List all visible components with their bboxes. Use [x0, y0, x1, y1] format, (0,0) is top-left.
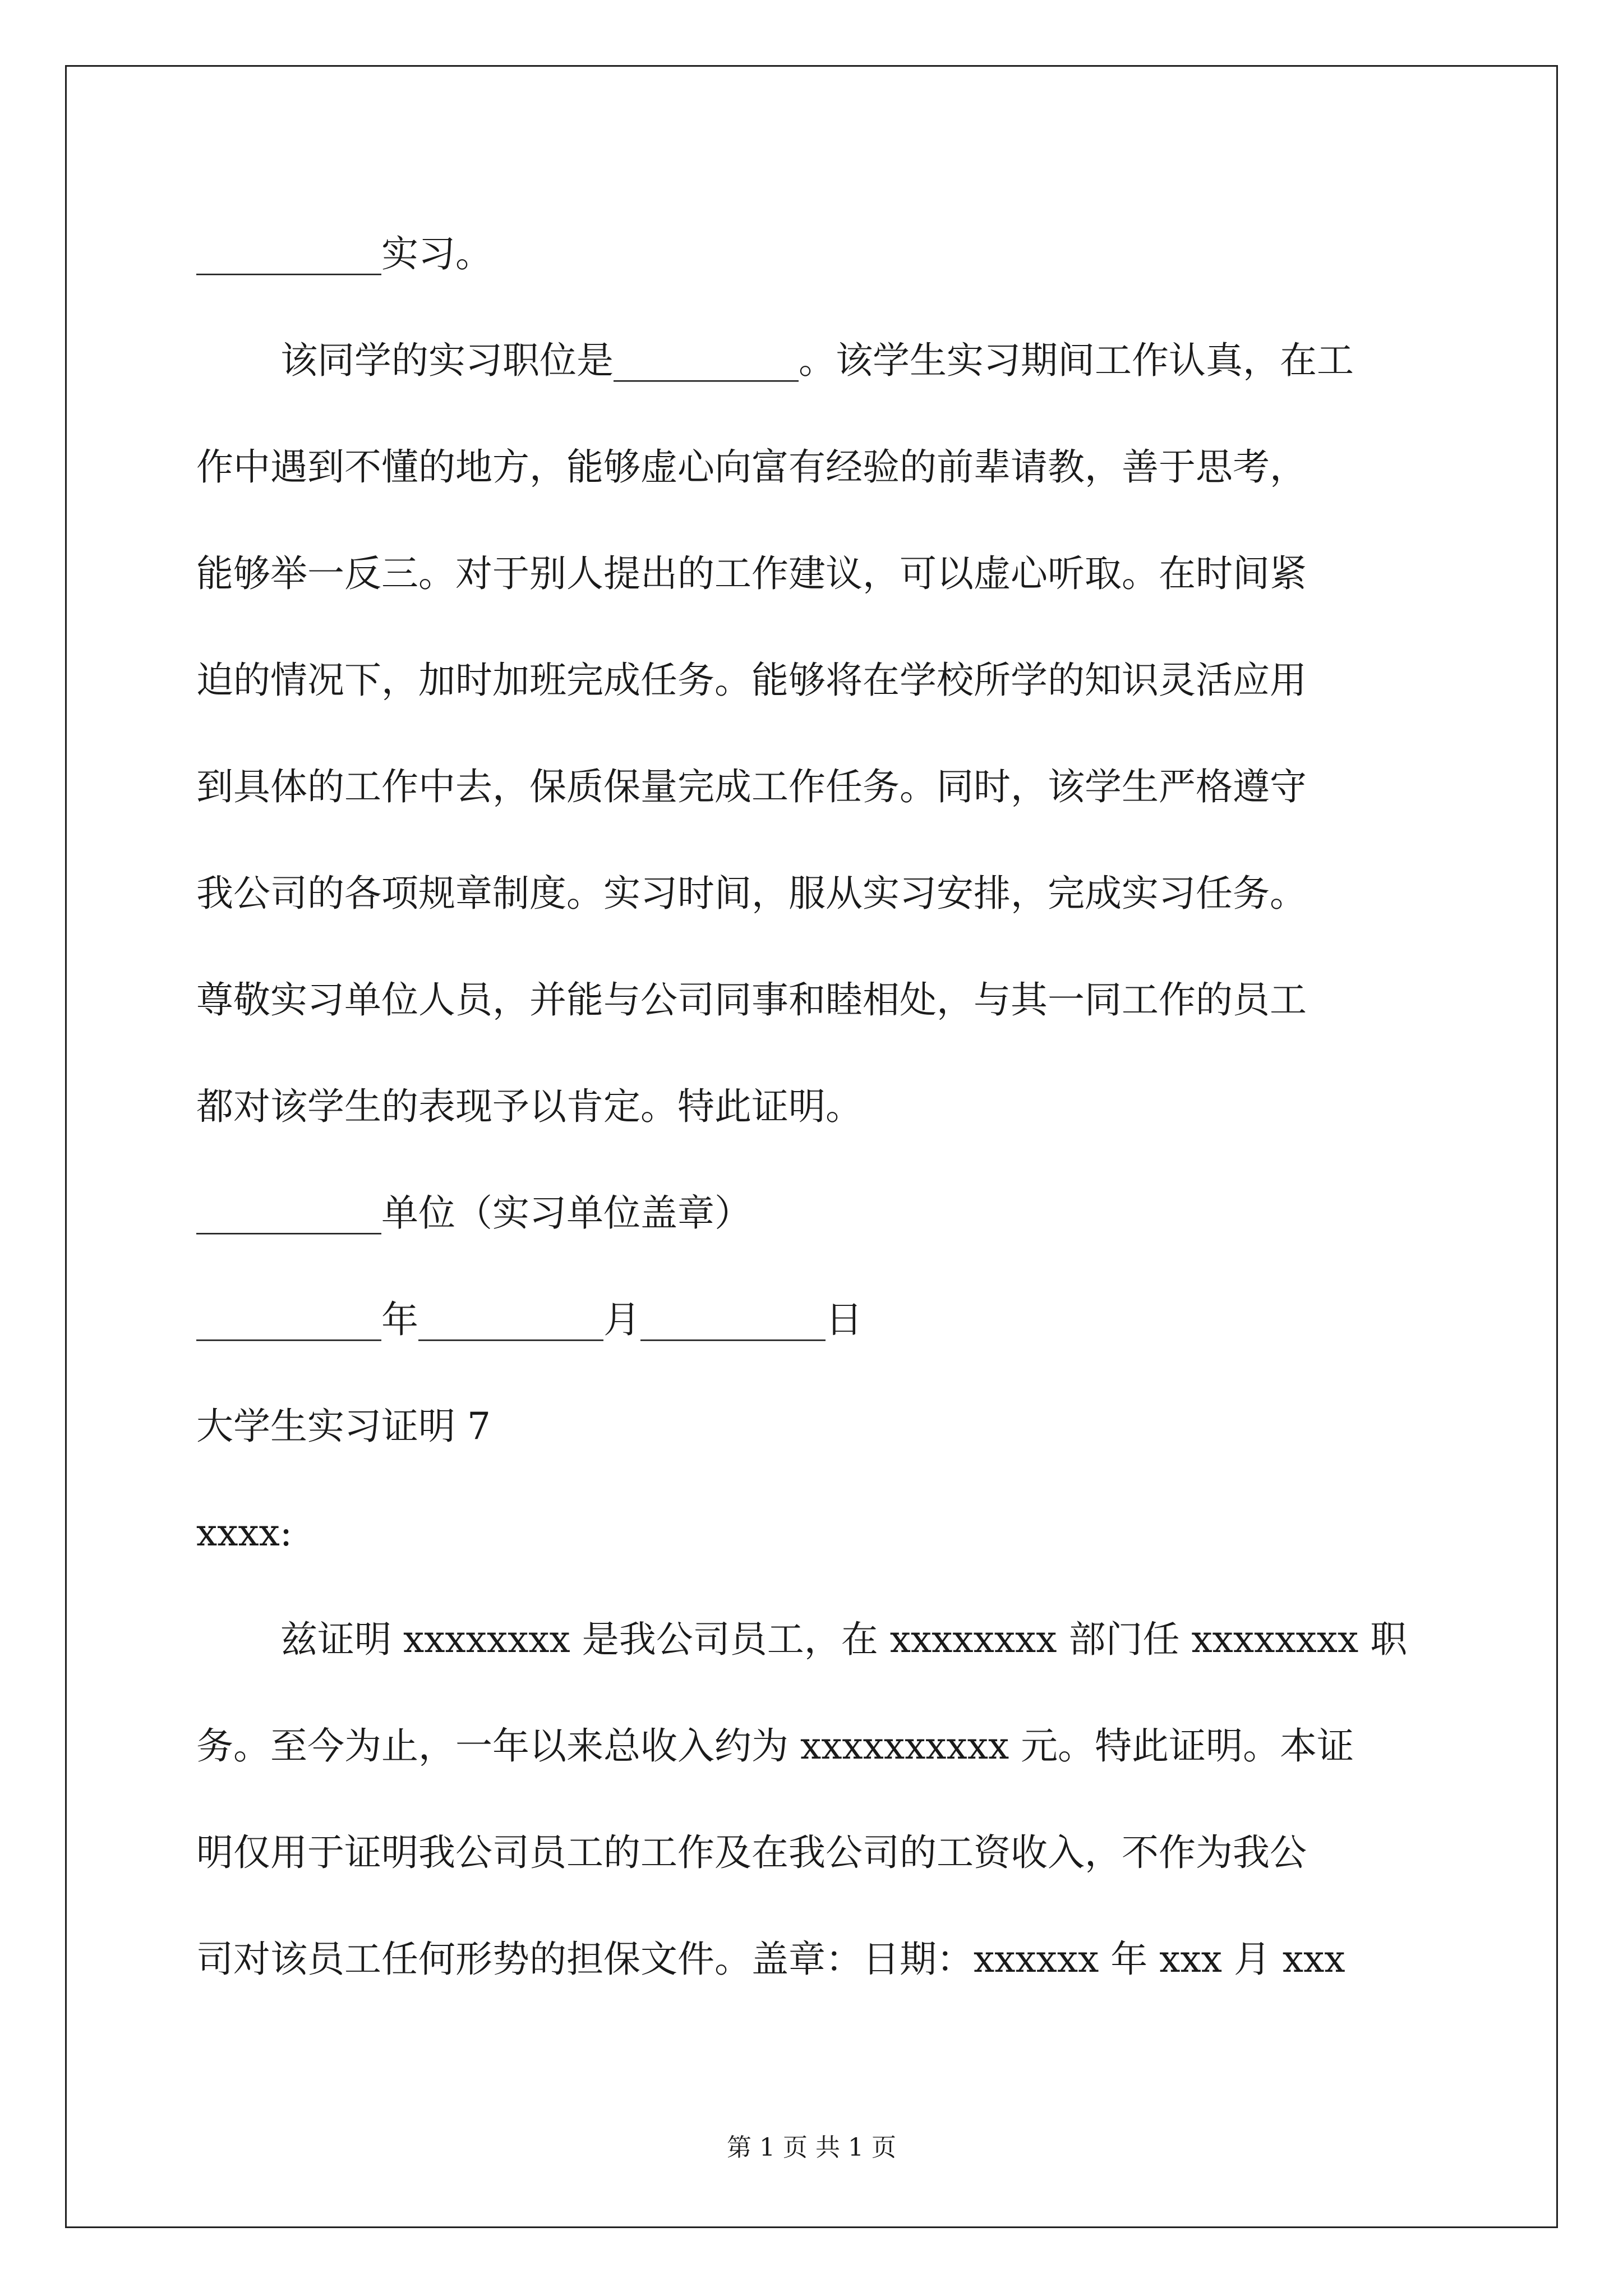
- text-line: 到具体的工作中去，保质保量完成工作任务。同时，该学生严格遵守: [196, 765, 1307, 808]
- text-line: 明仅用于证明我公司员工的工作及在我公司的工资收入，不作为我公: [196, 1831, 1307, 1874]
- text-line: 该同学的实习职位是__________。该学生实习期间工作认真，在工: [280, 339, 1354, 382]
- text-line: 兹证明 xxxxxxxx 是我公司员工，在 xxxxxxxx 部门任 xxxxxxxx 职: [280, 1618, 1408, 1661]
- text-line: __________实习。: [196, 232, 492, 275]
- text-line: 都对该学生的表现予以肯定。特此证明。: [196, 1085, 863, 1128]
- date-line: __________年__________月__________日: [196, 1298, 863, 1341]
- text-line: 司对该员工任何形势的担保文件。盖章：日期：xxxxxx 年 xxx 月 xxx: [196, 1938, 1345, 1981]
- text-line: 我公司的各项规章制度。实习时间，服从实习安排，完成实习任务。: [196, 872, 1307, 915]
- signature-unit-line: __________单位（实习单位盖章）: [196, 1191, 751, 1235]
- text-line: 作中遇到不懂的地方，能够虚心向富有经验的前辈请教，善于思考，: [196, 445, 1307, 489]
- section-heading: 大学生实习证明 7: [196, 1405, 491, 1448]
- page-border: [65, 65, 1558, 2228]
- text-line: 迫的情况下，加时加班完成任务。能够将在学校所学的知识灵活应用: [196, 659, 1307, 702]
- text-line: 尊敬实习单位人员，并能与公司同事和睦相处，与其一同工作的员工: [196, 978, 1307, 1022]
- text-line: 务。至今为止，一年以来总收入约为 xxxxxxxxxx 元。特此证明。本证: [196, 1724, 1354, 1768]
- text-line: 能够举一反三。对于别人提出的工作建议，可以虚心听取。在时间紧: [196, 552, 1307, 595]
- salutation: xxxx:: [196, 1511, 293, 1554]
- page-number-footer: 第 1 页 共 1 页: [727, 2133, 896, 2162]
